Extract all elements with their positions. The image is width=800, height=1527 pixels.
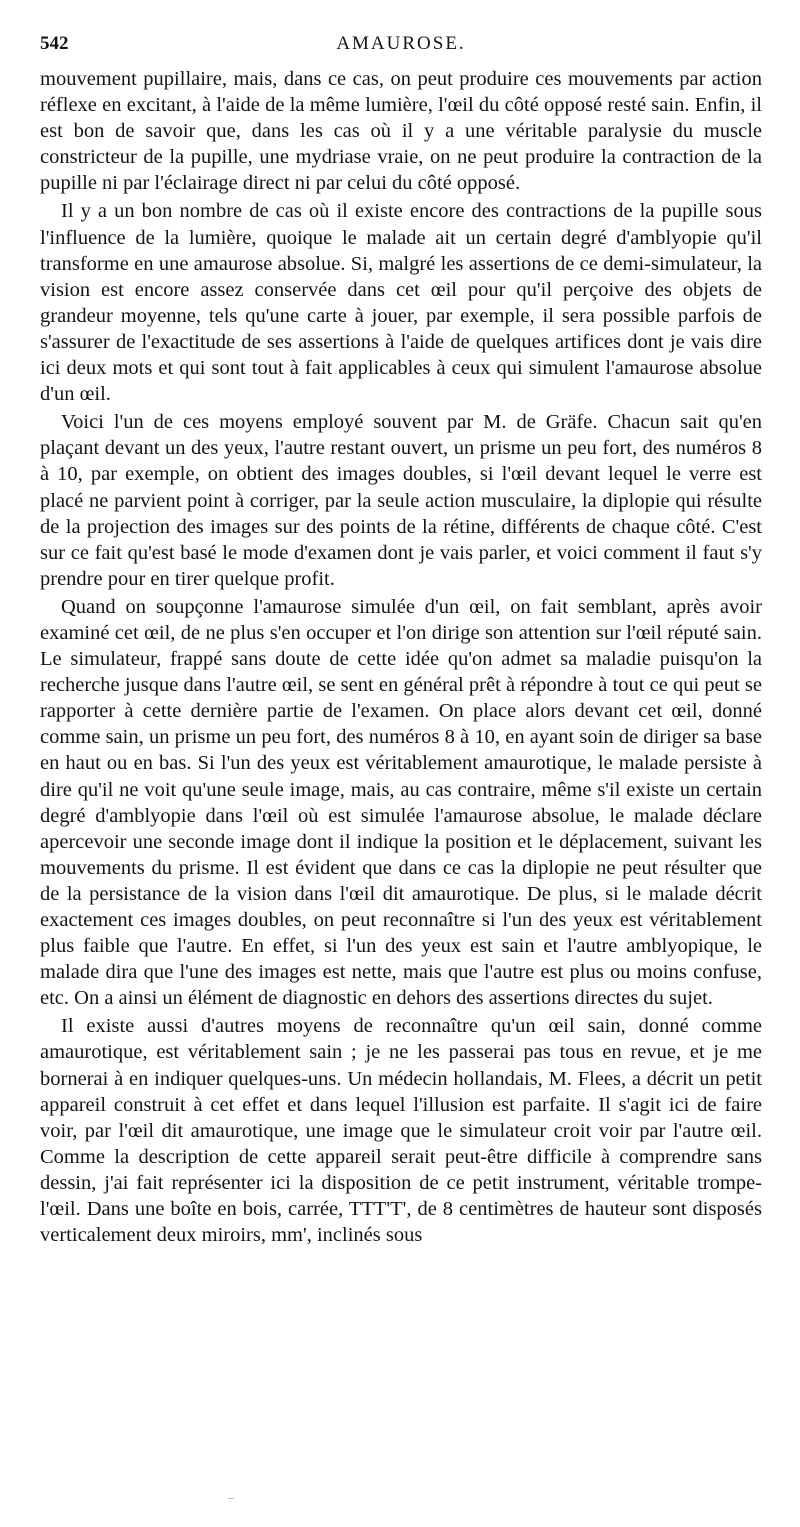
paragraph: Il y a un bon nombre de cas où il existe encore des contractions de la pupille sous l'influence de la lumière, quoique le malade ait un certain degré d'amblyopie qu'il transforme en une amaurose absolue. Si, malgré les assertions de ce demi-simulateur, la vision est encore assez conservée dans cet œil pour qu'il perçoive des objets de grandeur moyenne, tels qu'une carte à jouer, par exemple, il sera possible parfois de s'assurer de l'exactitude de ses assertions à l'aide de quelques artifices dont je vais dire ici deux mots et qui sont tout à fait applicables à ceux qui simulent l'amaurose absolue d'un œil. <box>40 200 762 406</box>
paragraph: Il existe aussi d'autres moyens de reconnaître qu'un œil sain, donné comme amaurotique, est véritablement sain ; je ne les passerai pas tous en revue, et je me bornerai à en indiquer quelques-uns. Un médecin hollandais, M. Flees, a décrit un petit appareil construit à cet effet et dans lequel l'illusion est parfaite. Il s'agit ici de faire voir, par l'œil dit amaurotique, une image que le simulateur croit voir par l'autre œil. Comme la description de cette appareil serait peut-être difficile à comprendre sans dessin, j'ai fait représenter ici la disposition de ce petit instrument, véritable trompe-l'œil. Dans une boîte en bois, carrée, TTT'T', de 8 centimètres de hauteur sont disposés verticalement deux miroirs, mm', inclinés sous <box>40 1015 762 1247</box>
page-header <box>40 33 762 55</box>
paragraph: Voici l'un de ces moyens employé souvent par M. de Gräfe. Chacun sait qu'en plaçant devant un des yeux, l'autre restant ouvert, un prisme un peu fort, des numéros 8 à 10, par exemple, on obtient des images doubles, si l'œil devant lequel le verre est placé ne parvient point à corriger, par la seule action musculaire, la diplopie qui résulte de la projection des images sur des points de la rétine, différents de chaque côté. C'est sur ce fait qu'est basé le mode d'examen dont je vais parler, et voici comment il faut s'y prendre pour en tirer quelque profit. <box>40 411 762 590</box>
running-title: AMAUROSE. <box>336 33 466 54</box>
page-number: 542 <box>40 33 69 54</box>
paragraph: Quand on soupçonne l'amaurose simulée d'un œil, on fait semblant, après avoir examiné cet œil, de ne plus s'en occuper et l'on dirige son attention sur l'œil réputé sain. Le simulateur, frappé sans doute de cette idée qu'on admet sa maladie puisqu'on la recherche jusque dans l'autre œil, se sent en général prêt à répondre à tout ce qui peut se rapporter à cette dernière partie de l'examen. On place alors devant cet œil, donné comme sain, un prisme un peu fort, des numéros 8 à 10, en ayant soin de diriger sa base en haut ou en bas. Si l'un des yeux est véritablement amaurotique, le malade persiste à dire qu'il ne voit qu'une seule image, mais, au cas contraire, même s'il existe un certain degré d'amblyopie dans l'œil où est simulée l'amaurose absolue, le malade déclare apercevoir une seconde image dont il indique la position et le déplacement, suivant les mouvements du prisme. Il est évident que dans ce cas la diplopie ne peut résulter que de la persistance de la vision dans l'œil dit amaurotique. De plus, si le malade décrit exactement ces images doubles, on peut reconnaître si l'un des yeux est véritablement plus faible que l'autre. En effet, si l'un des yeux est sain et l'autre amblyopique, le malade dira que l'une des images est nette, mais que l'autre est plus ou moins confuse, etc. On a ainsi un élément de diagnostic en dehors des assertions directes du sujet. <box>40 595 762 1010</box>
paragraph: mouvement pupillaire, mais, dans ce cas, on peut produire ces mouvements par action réflexe en excitant, à l'aide de la même lumière, l'œil du côté opposé resté sain. Enfin, il est bon de savoir que, dans les cas où il y a une véritable paralysie du muscle constricteur de la pupille, une mydriase vraie, on ne peut produire la contraction de la pupille ni par l'éclairage direct ni par celui du côté opposé. <box>40 68 762 195</box>
scan-speck <box>228 1498 234 1499</box>
body-text <box>40 66 762 1250</box>
